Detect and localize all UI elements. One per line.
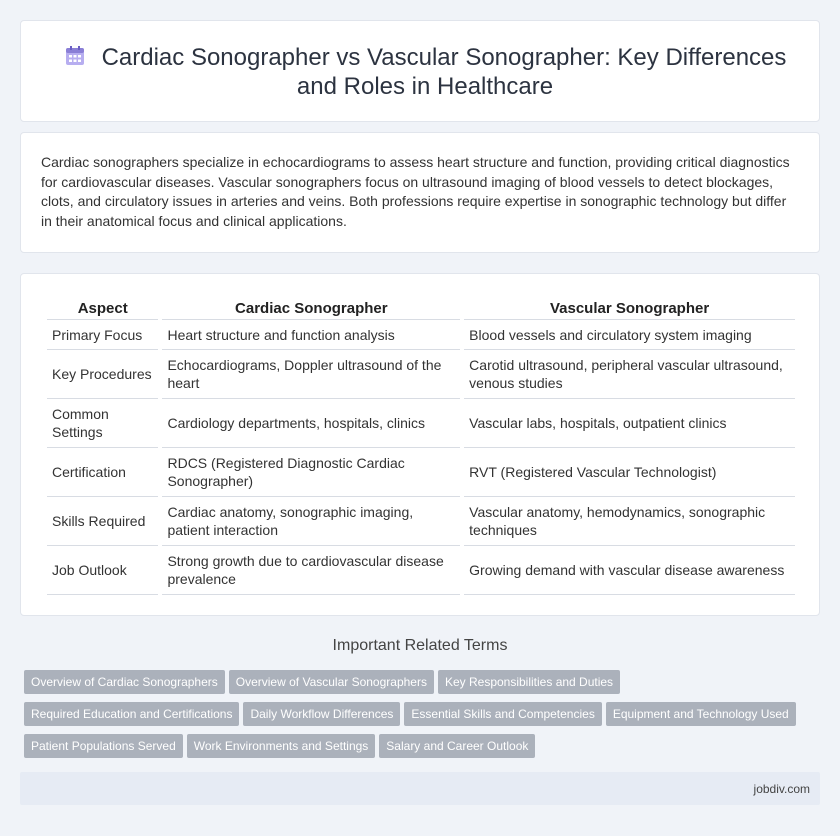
- calendar-icon: [64, 45, 86, 67]
- cell-cardiac: Echocardiograms, Doppler ultrasound of the heart: [162, 350, 460, 399]
- related-terms-heading: Important Related Terms: [332, 637, 508, 654]
- comparison-table: [43, 296, 799, 595]
- cell-cardiac: Cardiac anatomy, sonographic imaging, patient interaction: [162, 497, 460, 546]
- cell-aspect: Skills Required: [47, 497, 158, 546]
- related-tag[interactable]: Required Education and Certifications: [24, 702, 239, 726]
- related-tags-row: [24, 734, 824, 758]
- intro-paragraph: Cardiac sonographers specialize in echocardiograms to assess heart structure and function, providing critical diagnostics for cardiovascular diseases. Vascular sonographers focus on ultrasound imaging of blood vessels to detect blockages, clots, and circulatory issues in arteries and veins. Both professions require expertise in sonographic technology but differ in their anatomical focus and clinical applications.: [41, 154, 790, 229]
- footer-site-link[interactable]: jobdiv.com: [753, 782, 810, 796]
- header-cardiac: Cardiac Sonographer: [162, 296, 460, 320]
- page-header: [61, 43, 789, 101]
- cell-vascular: Blood vessels and circulatory system imaging: [464, 320, 795, 350]
- cell-vascular: Vascular labs, hospitals, outpatient clinics: [464, 399, 795, 448]
- table-row: [47, 497, 795, 546]
- related-tag[interactable]: Salary and Career Outlook: [379, 734, 535, 758]
- page-title-text: Cardiac Sonographer vs Vascular Sonographer: Key Differences and Roles in Healthcare: [101, 44, 787, 100]
- cell-aspect: Job Outlook: [47, 546, 158, 595]
- table-row: [47, 448, 795, 497]
- header-vascular: Vascular Sonographer: [464, 296, 795, 320]
- cell-vascular: Growing demand with vascular disease awareness: [464, 546, 795, 595]
- table-header-row: [47, 296, 795, 320]
- related-tag[interactable]: Overview of Vascular Sonographers: [229, 670, 434, 694]
- header-aspect: Aspect: [47, 296, 158, 320]
- table-row: [47, 546, 795, 595]
- cell-cardiac: Heart structure and function analysis: [162, 320, 460, 350]
- cell-aspect: Certification: [47, 448, 158, 497]
- cell-cardiac: Cardiology departments, hospitals, clinics: [162, 399, 460, 448]
- page-title: [61, 43, 789, 101]
- cell-vascular: Carotid ultrasound, peripheral vascular ultrasound, venous studies: [464, 350, 795, 399]
- footer: [20, 772, 820, 805]
- related-tag[interactable]: Daily Workflow Differences: [243, 702, 400, 726]
- related-tags-row: [24, 702, 824, 726]
- cell-aspect: Common Settings: [47, 399, 158, 448]
- cell-aspect: Key Procedures: [47, 350, 158, 399]
- related-tag[interactable]: Patient Populations Served: [24, 734, 183, 758]
- table-row: [47, 350, 795, 399]
- intro-card: [20, 132, 820, 253]
- cell-cardiac: RDCS (Registered Diagnostic Cardiac Sonographer): [162, 448, 460, 497]
- table-row: [47, 320, 795, 350]
- related-tag[interactable]: Key Responsibilities and Duties: [438, 670, 620, 694]
- cell-vascular: Vascular anatomy, hemodynamics, sonographic techniques: [464, 497, 795, 546]
- related-tag[interactable]: Overview of Cardiac Sonographers: [24, 670, 225, 694]
- related-tag[interactable]: Equipment and Technology Used: [606, 702, 796, 726]
- related-tag[interactable]: Work Environments and Settings: [187, 734, 376, 758]
- title-card: [20, 20, 820, 122]
- cell-cardiac: Strong growth due to cardiovascular disease prevalence: [162, 546, 460, 595]
- cell-aspect: Primary Focus: [47, 320, 158, 350]
- related-tags-row: [24, 670, 824, 694]
- comparison-card: [20, 273, 820, 616]
- related-tag[interactable]: Essential Skills and Competencies: [404, 702, 601, 726]
- cell-vascular: RVT (Registered Vascular Technologist): [464, 448, 795, 497]
- table-row: [47, 399, 795, 448]
